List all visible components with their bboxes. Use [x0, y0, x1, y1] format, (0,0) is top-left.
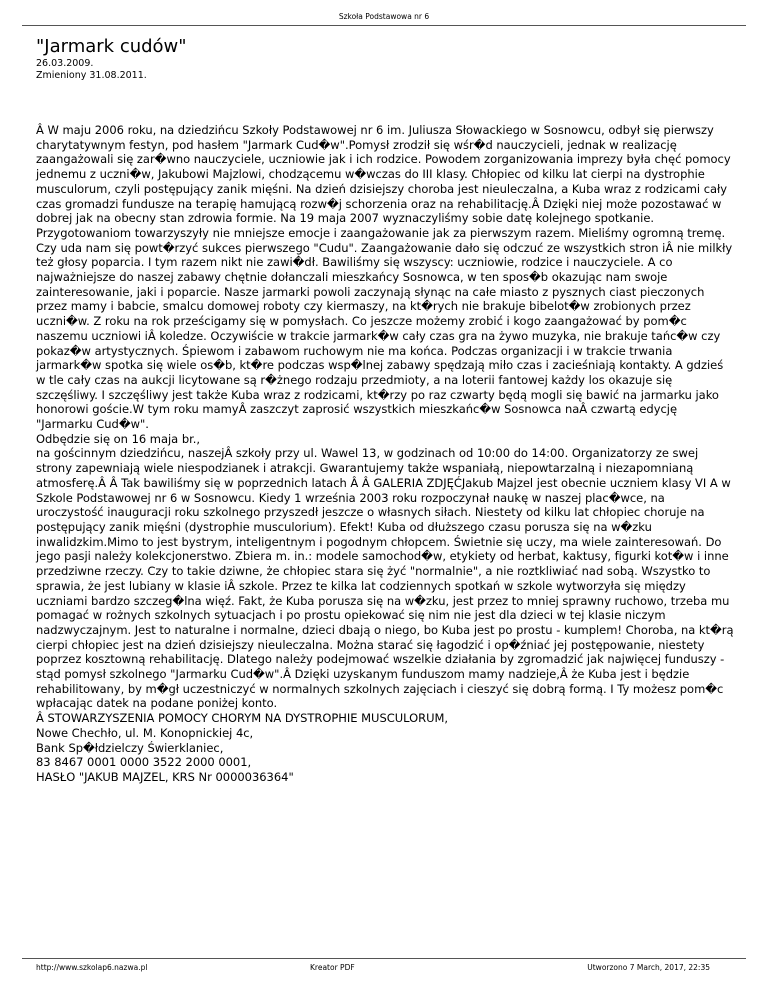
article-body	[36, 123, 736, 785]
article-title: "Jarmark cudów"	[36, 36, 187, 57]
header-divider	[22, 25, 746, 26]
paragraph-date: Odbędzie się on 16 maja br.,	[36, 431, 201, 446]
paragraph-intro: Â W maju 2006 roku, na dziedzińcu Szkoły Podstawowej nr 6 im. Juliusza Słowackiego w Sosnowcu, odbył się pierwszy charytatywnym festyn, pod hasłem "Jarmark Cud�w".Pomysł zrodził się wśr�d nauczycieli, jednak w realizację zaangażowali się zar�wno nauczyciele, uczniowie jak i ich rodzice. Powodem zorganizowania imprezy była chęć pomocy jednemu z uczni�w, Jakubowi Majzlowi, chodzącemu w�wczas do III klasy. Chłopiec od kilku lat cierpi na dystrophie musculorum, czyli postępujący zanik mięśni. Na dzień dzisiejszy choroba jest nieuleczalna, a Kuba wraz z rodzicami cały czas gromadzi fundusze na terapię hamującą rozw�j schorzenia oraz na rehabilitację.Â Dzięki niej może pozostawać w dobrej jak na obecny stan zdrowia formie. Na 19 maja 2007 wyznaczyliśmy sobie datę kolejnego spotkanie. Przygotowaniom towarzyszyły nie mniejsze emocje i zaangażowanie jak za pierwszym razem. Mieliśmy ogromną tremę. Czy uda nam się powt�rzyć sukces pierwszego "Cudu". Zaangażowanie dało się odczuć ze wszystkich stron iÂ nie milkły też głosy poparcia. I tym razem nikt nie zawi�dł. Bawiliśmy się wszyscy: uczniowie, rodzice i nauczyciele. A co najważniejsze do naszej zabawy chętnie dołanczali mieszkańcy Sosnowca, w ten spos�b okazując nam swoje zainteresowanie, jaki i poparcie. Nasze jarmarki powoli zaczynają słynąc na całe miasto z pysznych ciast pieczonych przez mamy i babcie, smalcu domowej roboty czy kiermaszy, na kt�rych nie brakuje bibelot�w zrobionych przez uczni�w. Z roku na rok prześcigamy się w pomysłach. Co jeszcze możemy zrobić i kogo zaangażować by pom�c naszemu uczniowi iÂ koledze. Oczywiście w trakcie jarmark�w cały czas gra na żywo muzyka, nie brakuje tańc�w czy pokaz�w artystycznych. Śpiewom i zabawom ruchowym nie ma końca. Podczas organizacji i w trakcie trwania jarmark�w spotka się wiele os�b, kt�re podczas wsp�lnej zabawy spędzają miło czas i zacieśniają kontakty. A gdzieś w tle cały czas na aukcji licytowane są r�żnego rodzaju przedmioty, a na loterii fantowej każdy los okazuje się szczęśliwy. I szczęśliwy jest także Kuba wraz z rodzicami, kt�rzy po raz czwarty będą mogli się bawić na jarmarku jako honorowi goście.W tym roku mamyÂ zaszczyt zaprosić wszystkich mieszkańc�w Sosnowca naÂ czwartą edycję "Jarmarku Cud�w".	[36, 123, 733, 432]
created-date: 26.03.2009.	[36, 58, 94, 69]
account-number: 83 8467 0001 0000 3522 2000 0001,	[36, 755, 252, 770]
account-address: Nowe Chechło, ul. M. Konopnickiej 4c,	[36, 725, 254, 740]
page-header: Szkoła Podstawowa nr 6	[338, 12, 430, 21]
modified-date: Zmieniony 31.08.2011.	[36, 69, 147, 81]
account-password: HASŁO "JAKUB MAJZEL, KRS Nr 0000036364"	[36, 769, 294, 784]
account-bank: Bank Sp�łdzielczy Świerklaniec,	[36, 740, 224, 755]
footer-created: Utworzono 7 March, 2017, 22:35	[587, 963, 710, 972]
account-org: Â STOWARZYSZENIA POMOCY CHORYM NA DYSTROPHIE MUSCULORUM,	[36, 711, 449, 726]
article-meta	[36, 58, 147, 81]
footer-divider	[22, 958, 746, 959]
paragraph-main: na gościnnym dziedzińcu, naszejÂ szkoły przy ul. Wawel 13, w godzinach od 10:00 do 14:00. Organizatorzy ze swej strony zapewniają wiele niespodzianek i atrakcji. Gwarantujemy także wspaniałą, niepowtarzalną i niezapomnianą atmosferę.Â Â Tak bawiliśmy się w poprzednich latach Â Â GALERIA ZDJĘĆJakub Majzel jest obecnie uczniem klasy VI A w Szkole Podstawowej nr 6 w Sosnowcu. Kiedy 1 września 2003 roku rozpoczynał naukę w naszej plac�wce, na uroczystość inauguracji roku szkolnego przyszedł jeszcze o własnych siłach. Niestety od kilku lat chłopiec choruje na postępujący zanik mięśni (dystrophie musculorium). Efekt! Kuba od dłuższego czasu porusza się na w�zku inwalidzkim.Mimo to jest bystrym, inteligentnym i pogodnym chłopcem. Świetnie się uczy, ma wiele zainteresowań. Do jego pasji należy kolekcjonerstwo. Zbiera m. in.: modele samochod�w, etykiety od herbat, kaktusy, figurki kot�w i inne przedziwne rzeczy. Czy to takie dziwne, że chłopiec stara się żyć "normalnie", a nie roztkliwiać nad sobą. Wszystko to sprawia, że jest lubiany w klasie iÂ szkole. Przez te kilka lat codziennych spotkań w szkole wytworzyła się między uczniami bardzo szczeg�lna więź. Fakt, że Kuba porusza się na w�zku, jest przez to mniej sprawny ruchowo, trzeba mu pomagać w rożnych szkolnych sytuacjach i po prostu opiekować się nim nie jest dla dzieci w tej klasie niczym nadzwyczajnym. Jest to naturalne i normalne, dzieci dbają o niego, bo Kuba jest po prostu - kumplem! Choroba, na kt�rą cierpi chłopiec jest na dzień dzisiejszy nieuleczalna. Można starać się łagodzić i op�źniać jej postępowanie, niestety poprzez kosztowną rehabilitację. Dlatego należy podejmować wszelkie działania by zgromadzić jak najwięcej funduszy - stąd pomysł szkolnego "Jarmarku Cud�w".Â Dzięki uzyskanym funduszom mamy nadzieje,Â że Kuba jest i będzie rehabilitowany, by m�gł uczestniczyć w normalnych szkolnych zajęciach i cieszyć się dobrą formą. I Ty możesz pom�c wpłacając datek na podane poniżej konto.	[36, 446, 734, 711]
footer-generator: Kreator PDF	[310, 963, 355, 972]
footer-url[interactable]: http://www.szkolap6.nazwa.pl	[36, 963, 148, 972]
